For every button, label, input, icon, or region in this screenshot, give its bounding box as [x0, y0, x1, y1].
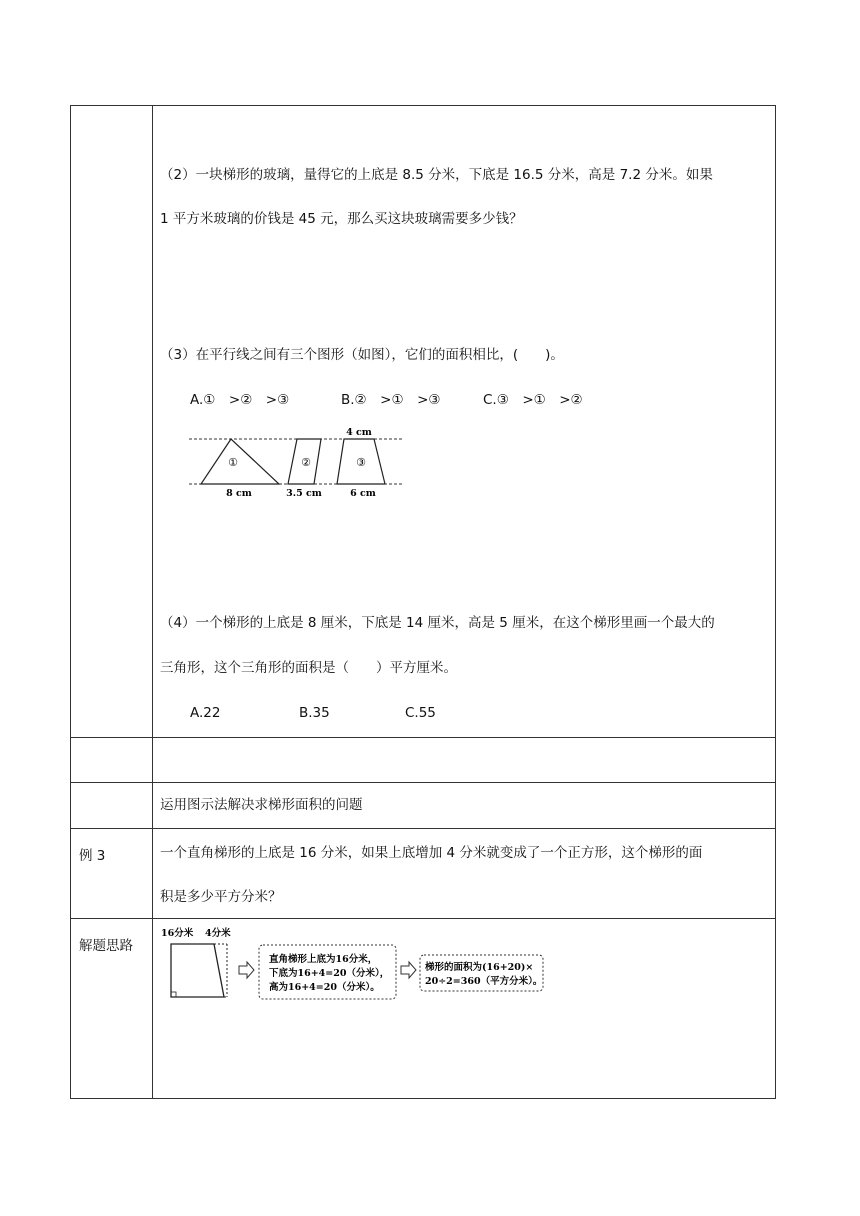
arrow-icon [239, 962, 254, 978]
q4-line2: 三角形，这个三角形的面积是（ ）平方厘米。 [160, 660, 457, 676]
q4-option-a: A.22 [190, 705, 221, 721]
bottom-measure-label-1: 8 cm [226, 488, 252, 499]
column-divider [152, 106, 153, 1098]
q4-option-b: B.35 [299, 705, 330, 721]
row-divider [71, 918, 775, 919]
label-16: 16分米 [161, 928, 194, 939]
right-angle-mark [171, 992, 176, 997]
row-divider [71, 782, 775, 783]
q2-line1: （2）一块梯形的玻璃，量得它的上底是 8.5 分米，下底是 16.5 分米，高是 7.2 分米。如果 [160, 167, 713, 183]
q3-option-c: C.③ >① >② [483, 392, 583, 408]
step1-line2: 下底为16+4=20（分米）， [269, 968, 390, 979]
q2-line2: 1 平方米玻璃的价钱是 45 元，那么买这块玻璃需要多少钱？ [160, 211, 523, 227]
example3-line2: 积是多少平方分米？ [160, 889, 282, 905]
example3-line1: 一个直角梯形的上底是 16 分米，如果上底增加 4 分米就变成了一个正方形，这个梯形的面 [160, 845, 703, 861]
section-title: 运用图示法解决求梯形面积的问题 [160, 797, 363, 813]
row-divider [71, 828, 775, 829]
right-trapezoid-shape [171, 944, 224, 997]
q3-question: （3）在平行线之间有三个图形（如图），它们的面积相比，( )。 [160, 347, 564, 363]
solution-label: 解题思路 [79, 938, 133, 954]
row-divider [71, 737, 775, 738]
q4-option-c: C.55 [405, 705, 436, 721]
bottom-measure-label-2: 3.5 cm [286, 488, 322, 499]
parallel-lines-figure [189, 424, 409, 499]
step1-line3: 高为16+4=20（分米）。 [269, 982, 380, 993]
example3-label: 例 3 [79, 848, 106, 864]
step1-line1: 直角梯形上底为16分米， [269, 954, 378, 965]
arrow-icon [401, 962, 416, 978]
solution-diagram [159, 922, 549, 1002]
q3-option-b: B.② >① >③ [341, 392, 441, 408]
step2-line2: 20÷2=360（平方分米）。 [425, 976, 543, 987]
step2-line1: 梯形的面积为(16+20)× [425, 962, 534, 973]
label-4: 4分米 [205, 928, 231, 939]
q4-line1: （4）一个梯形的上底是 8 厘米，下底是 14 厘米，高是 5 厘米，在这个梯形里画一个最大的 [160, 615, 715, 631]
shape-label-3: ③ [356, 456, 366, 469]
top-measure-label: 4 cm [346, 427, 372, 438]
content-table [70, 105, 776, 1099]
q3-option-a: A.① >② >③ [190, 392, 290, 408]
shape-label-2: ② [301, 456, 311, 469]
shape-label-1: ① [228, 456, 238, 469]
triangle-shape [201, 439, 279, 484]
bottom-measure-label-3: 6 cm [350, 488, 376, 499]
